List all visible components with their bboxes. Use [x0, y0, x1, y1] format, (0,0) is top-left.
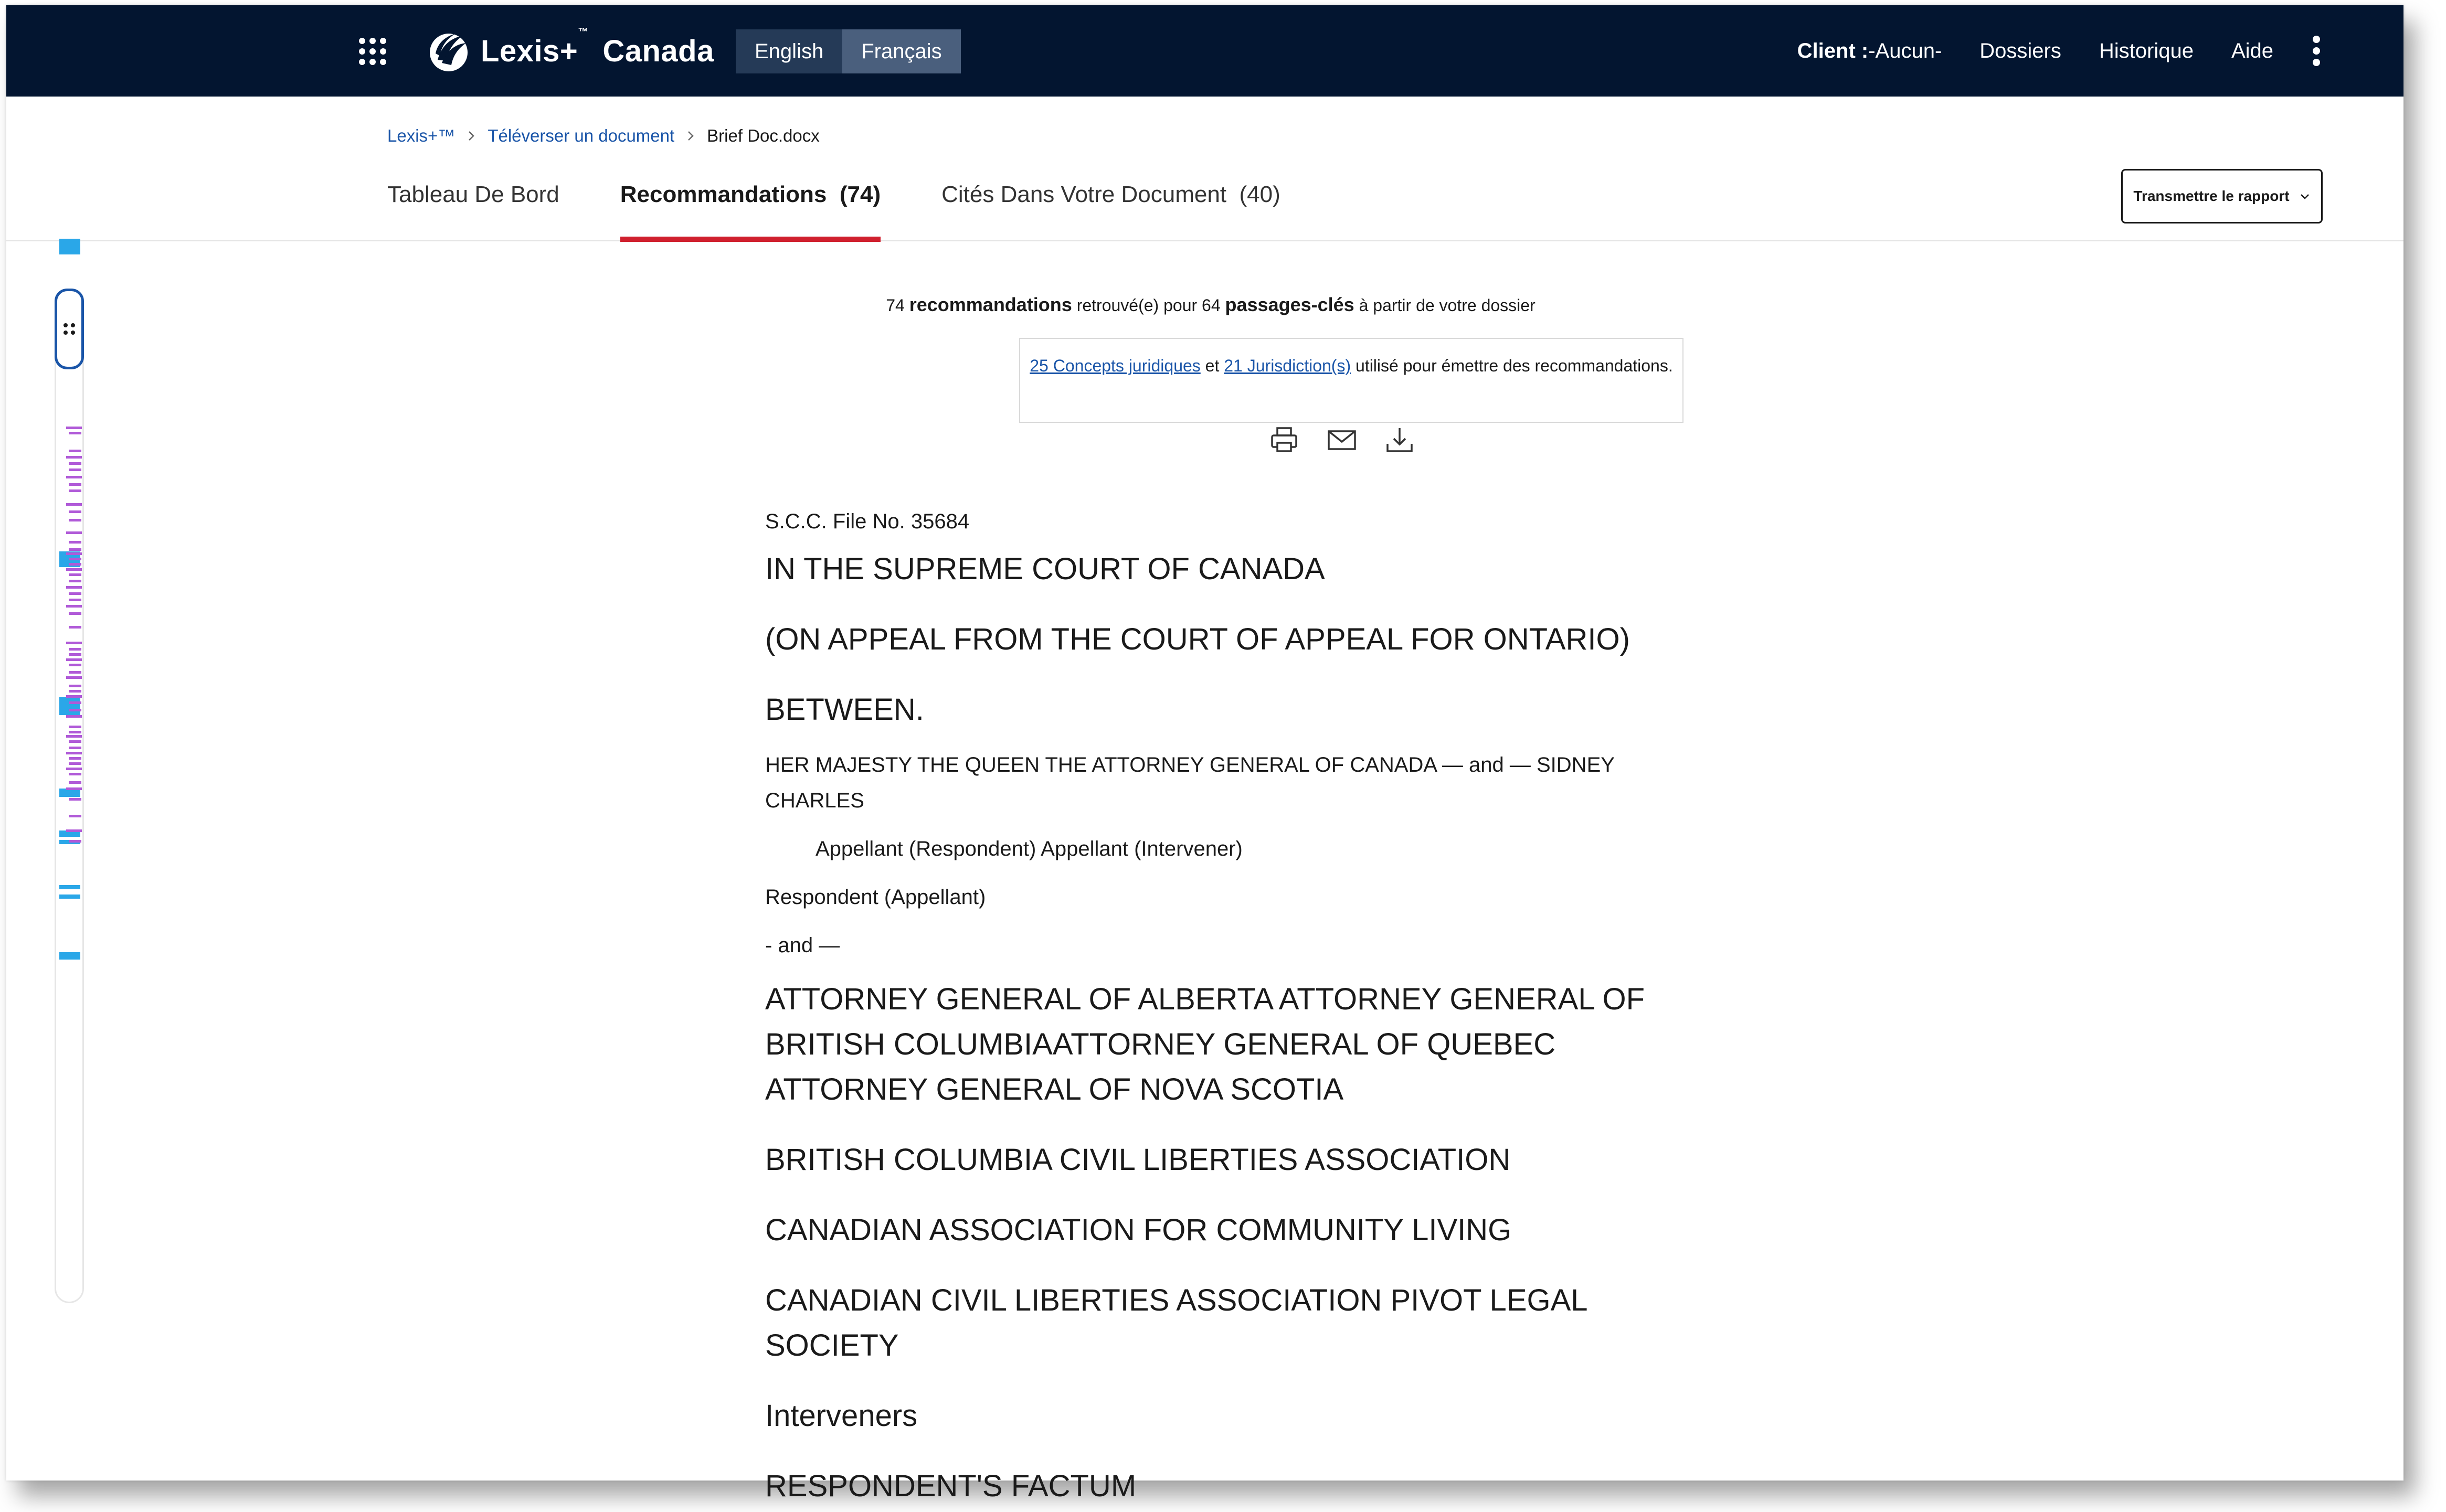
interveners-heading: Interveners [765, 1399, 918, 1433]
heatmap-mark-purple [69, 798, 81, 801]
heatmap-mark-purple [66, 552, 82, 555]
heatmap-mark-purple [69, 580, 81, 582]
appellant-text: Appellant (Respondent) Appellant (Intervener) [816, 837, 1243, 860]
breadcrumb-current: Brief Doc.docx [707, 126, 820, 145]
tab-bar [387, 176, 1341, 241]
breadcrumb [387, 126, 820, 146]
heatmap-mark-purple [69, 648, 81, 651]
tab-cited-in-document[interactable]: Cités Dans Votre Document (40) [941, 182, 1280, 207]
bccla-heading: BRITISH COLUMBIA CIVIL LIBERTIES ASSOCIATION [765, 1143, 1511, 1177]
heatmap-mark-purple [66, 829, 82, 832]
kebab-menu-icon[interactable] [2311, 34, 2322, 68]
nav-link-dossiers[interactable]: Dossiers [1979, 39, 2061, 62]
heatmap-mark-purple [69, 781, 81, 784]
heatmap-mark-purple [69, 773, 81, 775]
heatmap-mark-purple [69, 685, 81, 687]
heatmap-mark-purple [69, 709, 81, 711]
heatmap-mark-purple [66, 503, 82, 506]
tab-recommendations[interactable]: Recommandations (74) [620, 176, 881, 241]
heatmap-mark-purple [66, 658, 82, 661]
heatmap-mark-purple [66, 768, 82, 770]
heatmap-mark-purple [66, 586, 82, 589]
heatmap-mark-purple [69, 612, 81, 615]
brand-logo[interactable] [426, 28, 714, 73]
heatmap-mark-blue [59, 697, 80, 715]
heatmap-mark-purple [69, 489, 81, 492]
heatmap-mark-purple [66, 787, 82, 790]
heatmap-mark-purple [66, 568, 82, 571]
heatmap-mark-purple [66, 735, 82, 738]
ccla-heading: CANADIAN CIVIL LIBERTIES ASSOCIATION PIVOT LEGAL SOCIETY [765, 1283, 1587, 1362]
chevron-down-icon [2299, 190, 2311, 202]
brand-name: Lexis+™ Canada [481, 26, 714, 68]
heatmap-mark-purple [69, 626, 81, 629]
heatmap-mark-purple [66, 676, 82, 679]
heatmap-mark-purple [69, 762, 81, 765]
heatmap-mark-purple [69, 671, 81, 674]
heatmap-mark-purple [69, 563, 81, 566]
heatmap-mark-purple [69, 653, 81, 656]
language-english-button[interactable]: English [736, 29, 842, 73]
and-separator: - and — [765, 934, 840, 957]
lexis-logo-icon [426, 28, 471, 73]
heatmap-mark-purple [69, 468, 81, 471]
tab-dashboard[interactable]: Tableau De Bord [387, 182, 559, 207]
heatmap-mark-blue [59, 952, 80, 960]
nav-link-historique[interactable]: Historique [2099, 39, 2194, 62]
heatmap-mark-purple [69, 815, 81, 817]
legal-concepts-link[interactable]: 25 Concepts juridiques [1030, 356, 1201, 375]
heatmap-mark-purple [69, 510, 81, 513]
appeal-heading: (ON APPEAL FROM THE COURT OF APPEAL FOR ONTARIO) [765, 622, 1630, 656]
heatmap-mark-purple [66, 476, 82, 478]
heatmap-mark-purple [69, 757, 81, 760]
heatmap-mark-purple [69, 519, 81, 521]
send-report-button[interactable]: Transmettre le rapport [2121, 169, 2323, 223]
heatmap-mark-purple [69, 462, 81, 465]
respondent-text: Respondent (Appellant) [765, 886, 986, 909]
heatmap-mark-purple [69, 432, 81, 434]
heatmap-mark-purple [69, 726, 81, 728]
heatmap-mark-purple [69, 690, 81, 693]
nav-right [1797, 5, 2403, 97]
sub-header [6, 97, 2403, 241]
app-window [6, 5, 2403, 1503]
heatmap-mark-purple [69, 747, 81, 749]
heatmap-mark-purple [66, 427, 82, 429]
heatmap-mark-purple [69, 840, 81, 843]
concepts-info-box: 25 Concepts juridiques et 21 Jurisdiction(s) utilisé pour émettre des recommandations. [1019, 338, 1683, 423]
heatmap-mark-purple [66, 605, 82, 608]
client-selector[interactable]: Client :-Aucun- [1797, 39, 1942, 62]
heatmap-mark-purple [69, 541, 81, 544]
recommendation-heatmap-scrollbar[interactable] [55, 289, 84, 1303]
heatmap-mark-purple [66, 642, 82, 644]
document-viewer [765, 498, 1699, 1509]
jurisdictions-link[interactable]: 21 Jurisdiction(s) [1224, 356, 1351, 375]
cacl-heading: CANADIAN ASSOCIATION FOR COMMUNITY LIVING [765, 1213, 1512, 1247]
breadcrumb-upload-link[interactable]: Téléverser un document [488, 126, 675, 145]
download-icon[interactable] [1384, 425, 1415, 455]
file-number: S.C.C. File No. 35684 [765, 510, 970, 533]
heatmap-mark-purple [69, 592, 81, 595]
factum-heading: RESPONDENT'S FACTUM [765, 1469, 1137, 1503]
heatmap-mark-blue [59, 885, 80, 889]
recommendations-summary: 74 recommandations retrouvé(e) pour 64 passages-clés à partir de votre dossier [886, 294, 1536, 315]
language-french-button[interactable]: Français [842, 29, 960, 73]
chevron-right-icon [464, 129, 478, 143]
heatmap-mark-blue [59, 239, 80, 254]
between-heading: BETWEEN. [765, 693, 924, 727]
heatmap-mark-purple [69, 573, 81, 576]
heatmap-mark-purple [69, 664, 81, 666]
heatmap-mark-purple [69, 701, 81, 704]
heatmap-mark-purple [69, 548, 81, 551]
mail-icon[interactable] [1327, 425, 1357, 455]
heatmap-scroll-handle[interactable] [55, 289, 84, 369]
heatmap-mark-purple [69, 599, 81, 601]
heatmap-mark-purple [69, 450, 81, 452]
attorneys-general-heading: ATTORNEY GENERAL OF ALBERTA ATTORNEY GENERAL OF BRITISH COLUMBIAATTORNEY GENERAL OF QUEBEC ATTORNEY GENERAL OF NOVA SCOTIA [765, 982, 1645, 1106]
heatmap-mark-purple [66, 531, 82, 534]
chevron-right-icon [684, 129, 697, 143]
court-heading: IN THE SUPREME COURT OF CANADA [765, 552, 1325, 586]
heatmap-mark-purple [69, 740, 81, 743]
heatmap-mark-purple [66, 752, 82, 754]
heatmap-mark-blue [59, 895, 80, 899]
heatmap-mark-purple [66, 695, 82, 698]
nav-link-aide[interactable]: Aide [2231, 39, 2273, 62]
heatmap-mark-purple [69, 558, 81, 560]
heatmap-mark-purple [66, 456, 82, 459]
heatmap-mark-purple [66, 715, 82, 718]
top-navbar [6, 5, 2403, 97]
language-toggle [736, 29, 961, 73]
apps-grid-icon[interactable] [359, 38, 386, 65]
heatmap-mark-purple [69, 731, 81, 733]
heatmap-mark-purple [69, 483, 81, 486]
grip-icon [63, 323, 75, 335]
parties-text: HER MAJESTY THE QUEEN THE ATTORNEY GENERAL OF CANADA — and — SIDNEY CHARLES [765, 753, 1615, 812]
breadcrumb-home-link[interactable]: Lexis+™ [387, 126, 456, 145]
print-icon[interactable] [1269, 425, 1299, 455]
document-actions [1269, 425, 1442, 455]
